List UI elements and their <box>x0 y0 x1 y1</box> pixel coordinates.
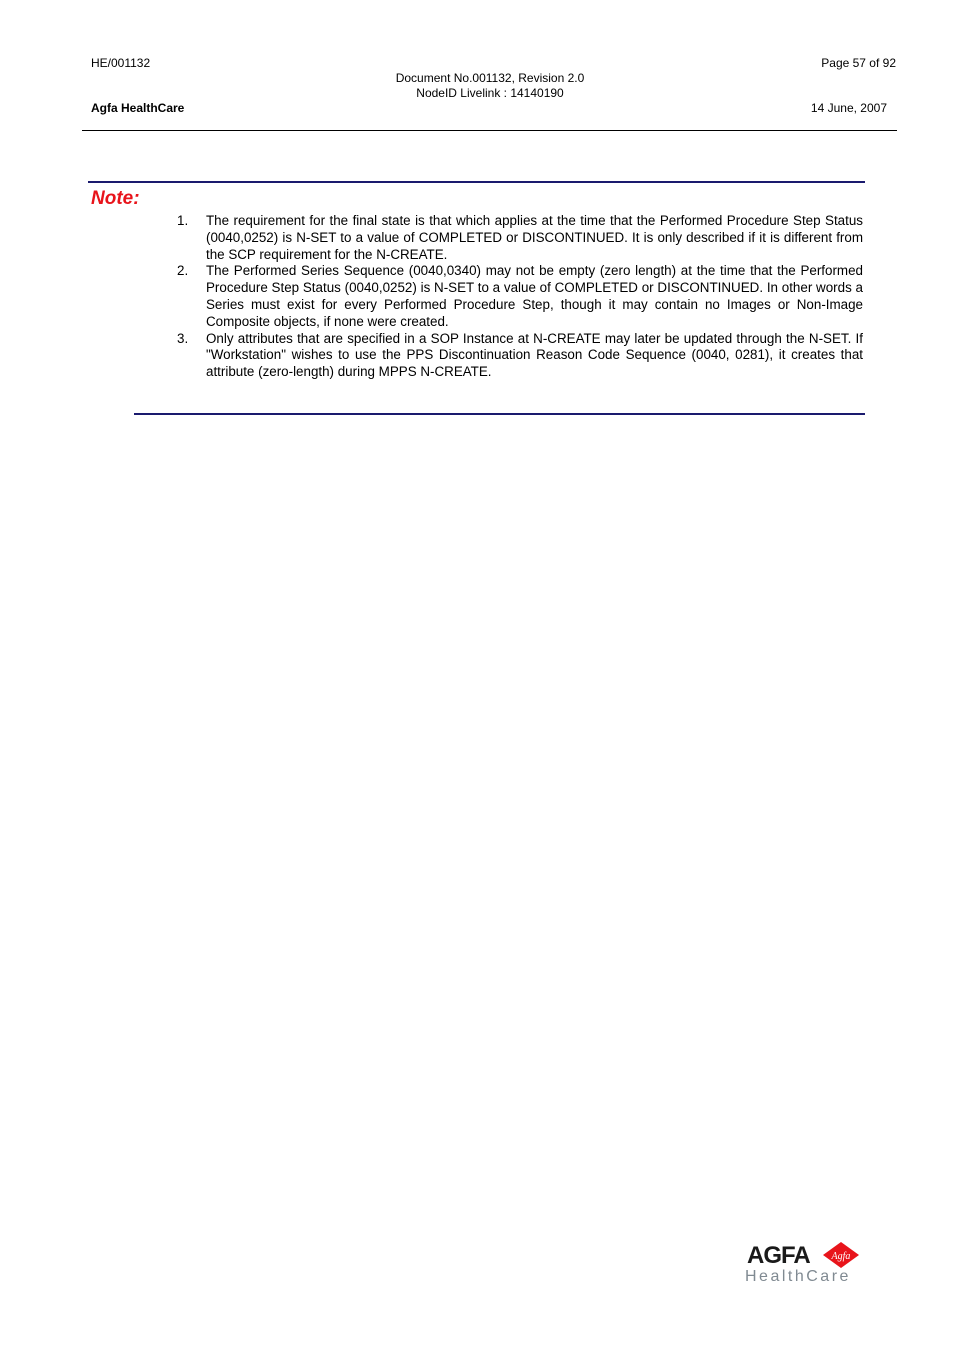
logo-wordmark: AGFA <box>747 1242 810 1269</box>
note-item-text: Only attributes that are specified in a SOP Instance at N-CREATE may later be updated through the N-SET. If "Workstation" wishes to use the PPS Discontinuation Reason Code Sequence (0040, 0281), it creates that attribute (zero-length) during MPPS N-CREATE. <box>206 330 863 380</box>
note-title: Note: <box>91 188 140 209</box>
doc-number: Document No.001132, Revision 2.0 <box>395 71 585 85</box>
note-item-text: The Performed Series Sequence (0040,0340) may not be empty (zero length) at the time that the Performed Procedure Step Status (0040,0252) is N-SET to a value of COMPLETED or DISCONTINUED. In other words a Series must exist for every Performed Procedure Step, though it may contain no Images or Non-Image Composite objects, if none were created. <box>206 263 863 329</box>
note-item <box>177 213 863 263</box>
note-top-rule <box>88 181 865 183</box>
agfa-healthcare-logo <box>745 1240 865 1290</box>
logo-subtitle: HealthCare <box>745 1268 851 1285</box>
logo-badge-text: Agfa <box>831 1251 851 1262</box>
doc-date: 14 June, 2007 <box>810 101 887 115</box>
company-name: Agfa HealthCare <box>91 101 185 115</box>
doc-id: HE/001132 <box>91 56 151 70</box>
note-item-number: 3. <box>177 330 189 346</box>
note-item-text: The requirement for the final state is that which applies at the time that the Performed Procedure Step Status (0040,0252) is N-SET to a value of COMPLETED or DISCONTINUED. It is only described if it is different from the SCP requirement for the N-CREATE. <box>206 213 863 262</box>
agfa-diamond-icon <box>822 1241 860 1269</box>
note-item <box>177 263 863 330</box>
node-id: NodeID Livelink : 14140190 <box>416 86 564 100</box>
page-number: Page 57 of 92 <box>821 56 896 70</box>
note-item-number: 1. <box>177 213 189 228</box>
header-center <box>0 71 954 101</box>
note-bottom-rule <box>134 413 865 415</box>
note-item <box>177 331 863 381</box>
note-item-number: 2. <box>177 263 189 279</box>
note-list <box>177 213 863 381</box>
header-divider <box>82 130 897 131</box>
